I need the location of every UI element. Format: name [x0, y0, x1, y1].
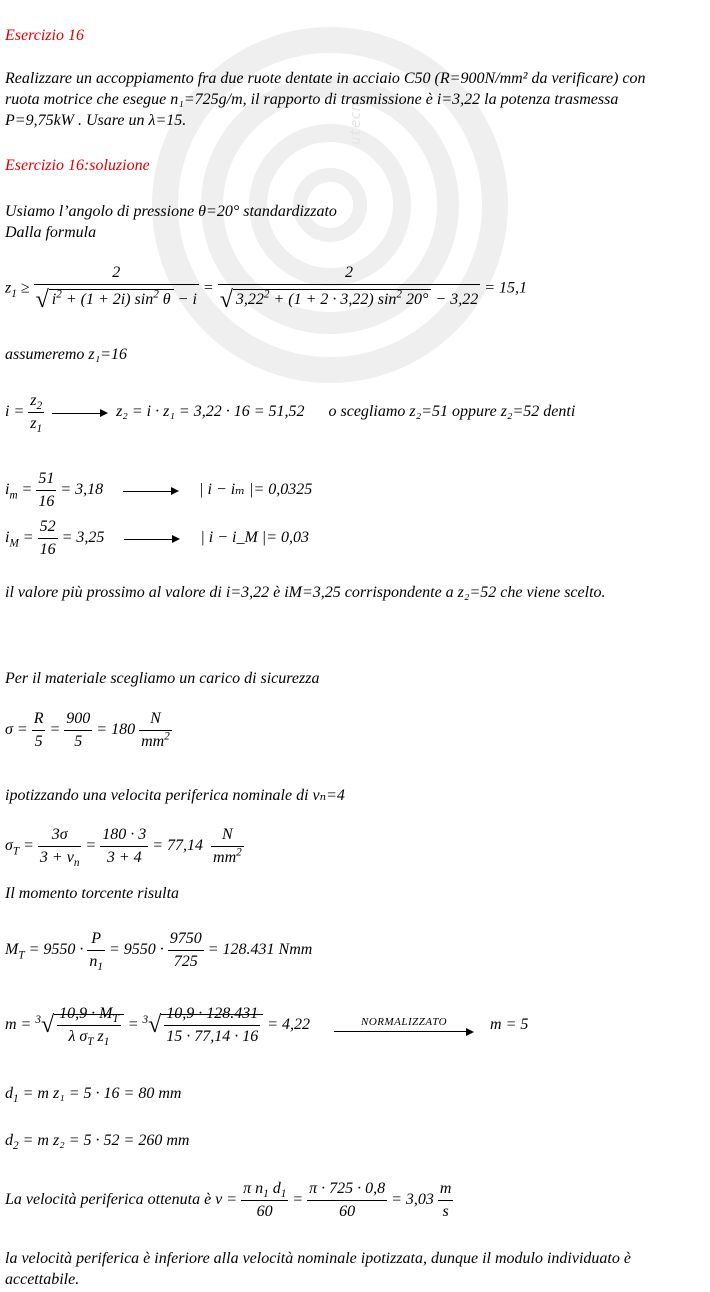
torque-formula: $M_T = 9550$ · $\frac{P}{n_1}$ = 9550 · $\frac{9750}{725}$ = 128.431 Nmm [5, 930, 313, 974]
ratio-equation: z₂ = i · z₁ = 3,22 · 16 = 51,52 [116, 403, 305, 421]
sigma-formula: σ = $\frac{R}{5}$ = $\frac{900}{5}$ = 180 $\frac{N}{mm^2}$ [5, 710, 170, 750]
z1-result: = 15,1 [484, 279, 527, 297]
z1-formula: $z_1$ ≥ $\frac{2}{√ i^2 + (1 + 2i) \sin^2 \theta - i}$ = $\frac{2}{√ 3,22^2 + (1 + 2 \cdot 3,22) \sin^2 20^\circ - 3,22}$ = 15,1 [5, 264, 527, 313]
exercise-statement: Realizzare un accoppiamento fra due ruote dentate in acciaio C50 (R=900N/mm² da verificare) con ruota motrice che esegue n₁=725g/m, il rapporto di trasmissione è i=3,22 la potenza trasmessa P=9,75kW . Usare un λ=15. [5, 70, 646, 129]
torque-note: Il momento torcente risulta [5, 885, 180, 902]
module-final: m = 5 [490, 1016, 529, 1034]
d2-formula: $d_2 = m$ z₂ = 5 · 52 = 260 mm [5, 1132, 190, 1153]
d1-formula: $d_1 = m$ z₁ = 5 · 16 = 80 mm [5, 1085, 182, 1106]
im-formula: $i_m$ = $\frac{51}{16}$ = 3,18 | i − iₘ |= 0,0325 [5, 470, 313, 510]
conclusion: la velocità periferica è inferiore alla velocità nominale ipotizzata, dunque il modulo individuato è accettabile. [5, 1250, 631, 1288]
watermark-text: utecn [348, 102, 364, 145]
arrow-right-icon [124, 532, 180, 546]
iM-formula: $i_M$ = $\frac{52}{16}$ = 3,25 | i − i_M |= 0,03 [5, 518, 309, 558]
sigmaT-formula: $\sigma_T$ = $\frac{3\sigma}{3 + v_n}$ = $\frac{180 \cdot 3}{3 + 4}$ = 77,14 $\frac{N}{mm^2}$ [5, 826, 242, 870]
assume-z1: assumeremo z₁=16 [5, 346, 127, 363]
material-note: Per il materiale scegliamo un carico di sicurezza [5, 670, 320, 687]
velocity-hypothesis: ipotizzando una velocita periferica nominale di vₙ=4 [5, 787, 345, 804]
module-formula: m = $^3$√ $\frac{10,9 \cdot M_T}{\lambda \sigma_T z_1}$ = $^3$√ $\frac{10,9 \cdot 128.431}{15 \cdot 77,14 \cdot 16}$ = 4,22 NORMALIZZATO m = 5 [5, 1005, 529, 1049]
closest-note: il valore più prossimo al valore di i=3,22 è iM=3,25 corrispondente a z₂=52 che viene scelto. [5, 584, 606, 601]
exercise-title: Esercizio 16 [5, 27, 84, 44]
intro-line-2: Dalla formula [5, 224, 97, 241]
z1-fraction-numeric: $\frac{2}{√ 3,22^2 + (1 + 2 \cdot 3,22) \sin^2 20^\circ - 3,22}$ [219, 264, 479, 313]
arrow-right-icon [334, 1028, 474, 1036]
normalized-arrow: NORMALIZZATO [334, 1016, 474, 1036]
ratio-formula: i = $\frac{z_2}{z_1}$ z₂ = i · z₁ = 3,22 · 16 = 51,52 o scegliamo z₂=51 oppure z₂=52 denti [5, 392, 576, 436]
solution-title: Esercizio 16:soluzione [5, 157, 150, 174]
arrow-right-icon [123, 484, 179, 498]
arrow-right-icon [52, 406, 108, 420]
velocity-formula: La velocità periferica ottenuta è v = $\frac{\pi n_1 d_1}{60}$ = $\frac{\pi \cdot 725 \cdot 0,8}{60}$ = 3,03 $\frac{m}{s}$ [5, 1180, 452, 1220]
z1-fraction-general: $\frac{2}{√ i^2 + (1 + 2i) \sin^2 \theta - i}$ [35, 264, 197, 313]
ratio-choice: o scegliamo z₂=51 oppure z₂=52 denti [328, 403, 576, 421]
intro-line-1: Usiamo l’angolo di pressione θ=20° standardizzato [5, 203, 337, 220]
